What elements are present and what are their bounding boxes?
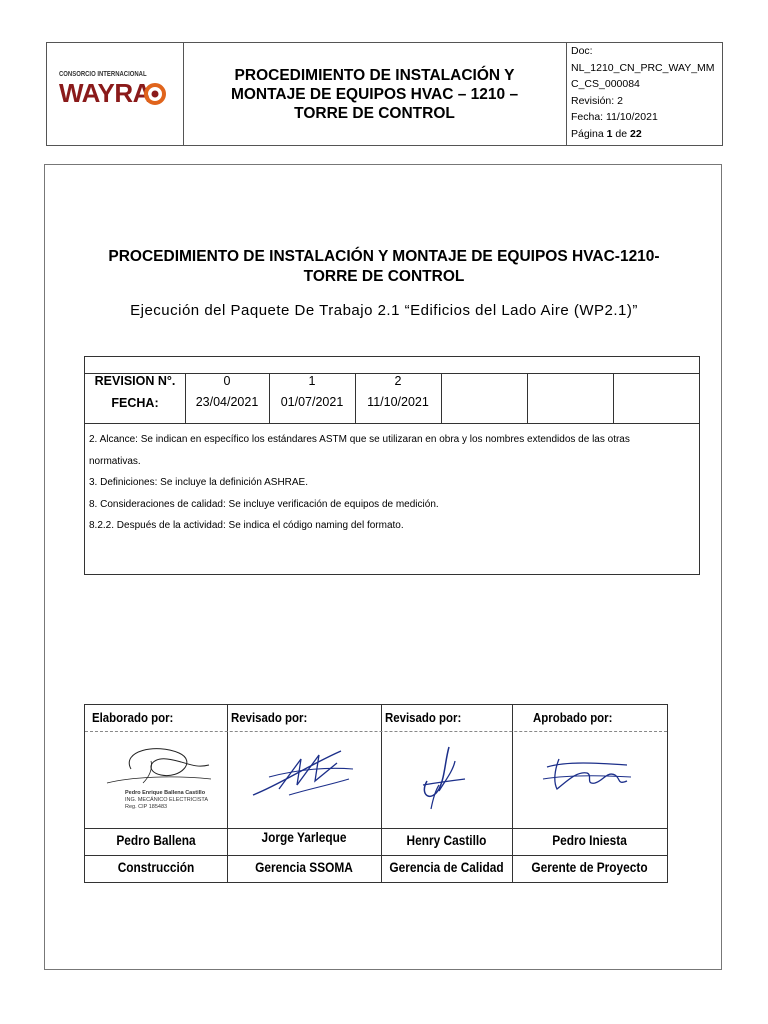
header-revisado-1: Revisado por: bbox=[231, 710, 308, 725]
header-title-line: PROCEDIMIENTO DE INSTALACIÓN Y bbox=[234, 66, 515, 84]
revision-label: Revisión: 2 bbox=[571, 94, 623, 107]
revision-number: 1 bbox=[308, 374, 316, 388]
header-title-line: TORRE DE CONTROL bbox=[294, 104, 455, 122]
signature-yarleque bbox=[249, 745, 359, 803]
subtitle: Ejecución del Paquete De Trabajo 2.1 “Edificios del Lado Aire (WP2.1)” bbox=[130, 302, 638, 319]
header-elaborado: Elaborado por: bbox=[92, 710, 174, 725]
signature-castillo bbox=[409, 741, 479, 815]
role-construccion: Construcción bbox=[117, 860, 195, 875]
logo-consortium-text: CONSORCIO INTERNACIONAL bbox=[59, 71, 147, 78]
stamp-line: Pedro Enrique Ballena Castillo bbox=[125, 790, 206, 796]
page-total: 22 bbox=[629, 127, 642, 140]
doc-label: Doc: bbox=[571, 45, 593, 57]
revision-date-label: FECHA: bbox=[111, 396, 159, 410]
revision-note: 3. Definiciones: Se incluye la definición ASHRAE. bbox=[89, 477, 309, 488]
revision-date: 23/04/2021 bbox=[195, 395, 259, 409]
page-mid: de bbox=[612, 127, 630, 140]
revision-number-label: REVISION N°. bbox=[94, 374, 176, 388]
stamp-line: Reg. CIP 185483 bbox=[125, 804, 168, 810]
doc-code-line1: NL_1210_CN_PRC_WAY_MM bbox=[571, 61, 715, 74]
name-iniesta: Pedro Iniesta bbox=[552, 833, 627, 848]
logo-cell bbox=[47, 43, 184, 145]
revision-note: normativas. bbox=[89, 455, 141, 467]
revision-note: 8.2.2. Después de la actividad: Se indica el código naming del formato. bbox=[89, 520, 404, 531]
signature-iniesta bbox=[537, 753, 637, 797]
header-title-line: MONTAJE DE EQUIPOS HVAC – 1210 – bbox=[230, 85, 519, 103]
page-prefix: Página bbox=[571, 127, 607, 140]
main-title-line2: TORRE DE CONTROL bbox=[303, 268, 465, 285]
document-header bbox=[46, 42, 723, 146]
name-castillo: Henry Castillo bbox=[406, 833, 487, 848]
date-label: Fecha: 11/10/2021 bbox=[571, 111, 658, 123]
company-logo bbox=[59, 71, 171, 119]
role-proyecto: Gerente de Proyecto bbox=[531, 860, 648, 875]
role-calidad: Gerencia de Calidad bbox=[389, 860, 504, 875]
stamp-line: ING. MECÁNICO ELECTRICISTA bbox=[125, 797, 209, 803]
revision-number: 2 bbox=[394, 374, 402, 388]
name-ballena: Pedro Ballena bbox=[116, 833, 196, 848]
page-current: 1 bbox=[606, 127, 613, 140]
page-number bbox=[571, 126, 721, 143]
main-title-line1: PROCEDIMIENTO DE INSTALACIÓN Y MONTAJE DE EQUIPOS HVAC-1210- bbox=[108, 248, 660, 265]
revision-date: 01/07/2021 bbox=[280, 395, 344, 409]
doc-meta bbox=[571, 43, 721, 142]
doc-code-line2: C_CS_000084 bbox=[571, 78, 640, 90]
header-revisado-2: Revisado por: bbox=[385, 710, 462, 725]
revision-table bbox=[84, 356, 700, 575]
revision-number: 0 bbox=[223, 374, 231, 388]
name-yarleque: Jorge Yarleque bbox=[261, 830, 347, 845]
approval-table bbox=[84, 704, 668, 883]
revision-note: 2. Alcance: Se indican en específico los estándares ASTM que se utilizaran en obra y los nombres extendidos de las otras bbox=[89, 434, 630, 445]
signature-ballena bbox=[101, 739, 213, 793]
logo-wordmark: WAYRA bbox=[59, 78, 151, 108]
main-title bbox=[70, 247, 698, 287]
revision-notes bbox=[89, 429, 689, 537]
revision-date: 11/10/2021 bbox=[367, 395, 429, 409]
header-aprobado: Aprobado por: bbox=[533, 710, 613, 725]
revision-note: 8. Consideraciones de calidad: Se incluye verificación de equipos de medición. bbox=[89, 498, 439, 510]
logo-sun-icon bbox=[143, 80, 167, 108]
header-title bbox=[183, 43, 567, 145]
signature-stamp bbox=[125, 790, 208, 811]
role-ssoma: Gerencia SSOMA bbox=[255, 860, 353, 875]
